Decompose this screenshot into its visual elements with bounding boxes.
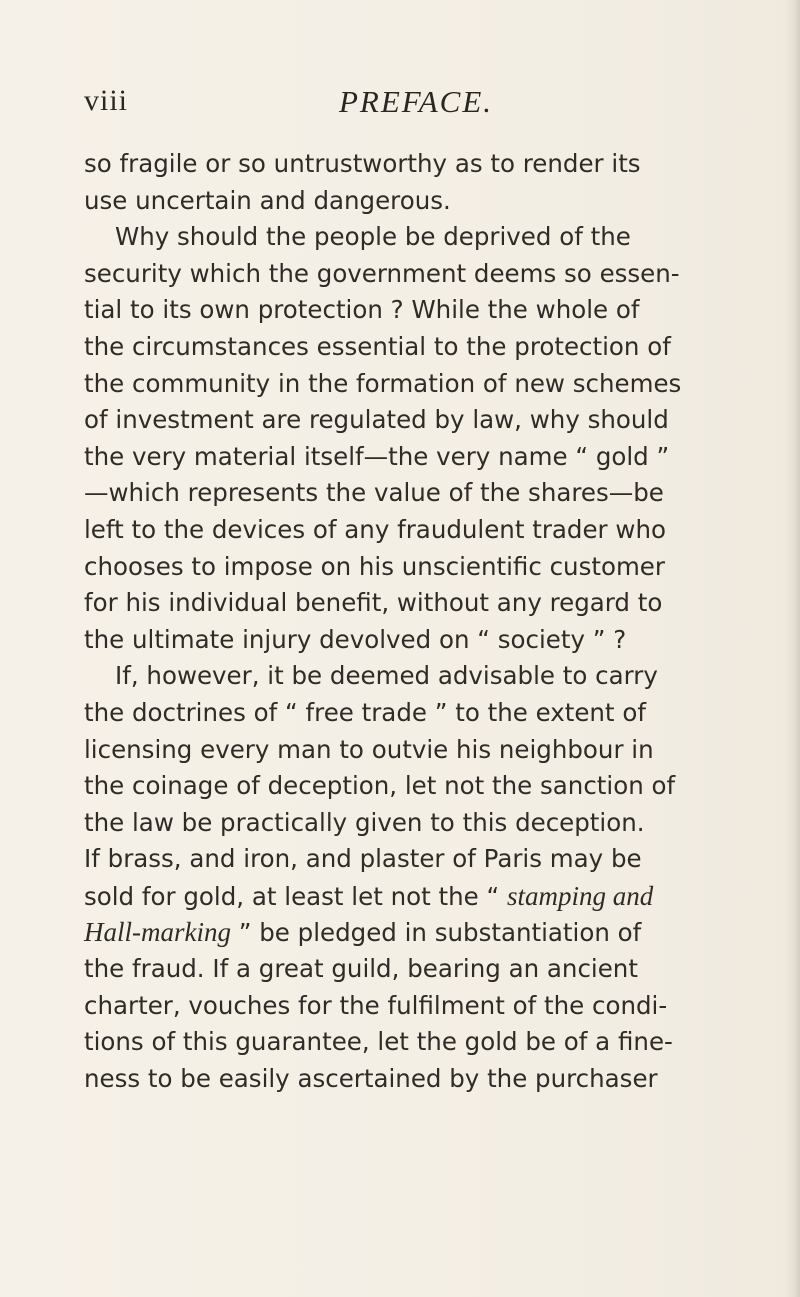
italic-phrase: Hall-marking xyxy=(84,917,231,948)
text-line xyxy=(84,878,724,915)
text-segment: sold for gold, at least let not the “ xyxy=(84,881,500,911)
text-line: chooses to impose on his unscientific customer xyxy=(84,551,665,581)
text-line: the doctrines of “ free trade ” to the extent of xyxy=(84,697,646,727)
text-line: If brass, and iron, and plaster of Paris may be xyxy=(84,844,642,874)
text-line: ness to be easily ascertained by the purchaser xyxy=(84,1063,658,1093)
italic-phrase: stamping and xyxy=(506,880,654,911)
text-line: of investment are regulated by law, why should xyxy=(84,405,669,435)
text-line: for his individual benefit, without any regard to xyxy=(84,588,663,618)
text-line: —which represents the value of the shares—be xyxy=(84,478,664,508)
text-line: tial to its own protection ? While the whole of xyxy=(84,295,640,325)
running-head xyxy=(84,84,724,124)
text-line: Why should the people be deprived of the xyxy=(115,222,631,252)
text-line: the coinage of deception, let not the sanction of xyxy=(84,771,676,801)
text-line: If, however, it be deemed advisable to carry xyxy=(115,661,658,691)
text-line: left to the devices of any fraudulent trader who xyxy=(84,514,666,544)
text-line: the fraud. If a great guild, bearing an ancient xyxy=(84,954,638,984)
text-line: tions of this guarantee, let the gold be of a fine- xyxy=(84,1027,673,1057)
text-segment: ” be pledged in substantiation of xyxy=(230,918,642,948)
text-line xyxy=(84,914,724,951)
text-line: so fragile or so untrustworthy as to render its xyxy=(84,149,641,178)
text-line: licensing every man to outvie his neighbour in xyxy=(84,734,654,764)
body-text xyxy=(84,146,724,1097)
text-line: charter, vouches for the fulfilment of the condi- xyxy=(84,990,668,1020)
text-line: the very material itself—the very name “ gold ” xyxy=(84,441,670,471)
page-edge-shadow xyxy=(784,0,800,1297)
text-line: the circumstances essential to the protection of xyxy=(84,331,671,361)
running-title: PREFACE. xyxy=(339,84,494,119)
text-line: the law be practically given to this deception. xyxy=(84,807,645,837)
text-line: use uncertain and dangerous. xyxy=(84,185,451,215)
text-line: security which the government deems so essen- xyxy=(84,258,680,288)
text-line: the community in the formation of new schemes xyxy=(84,368,682,398)
page-number: viii xyxy=(84,84,129,117)
text-line: the ultimate injury devolved on “ society ” ? xyxy=(84,624,627,654)
